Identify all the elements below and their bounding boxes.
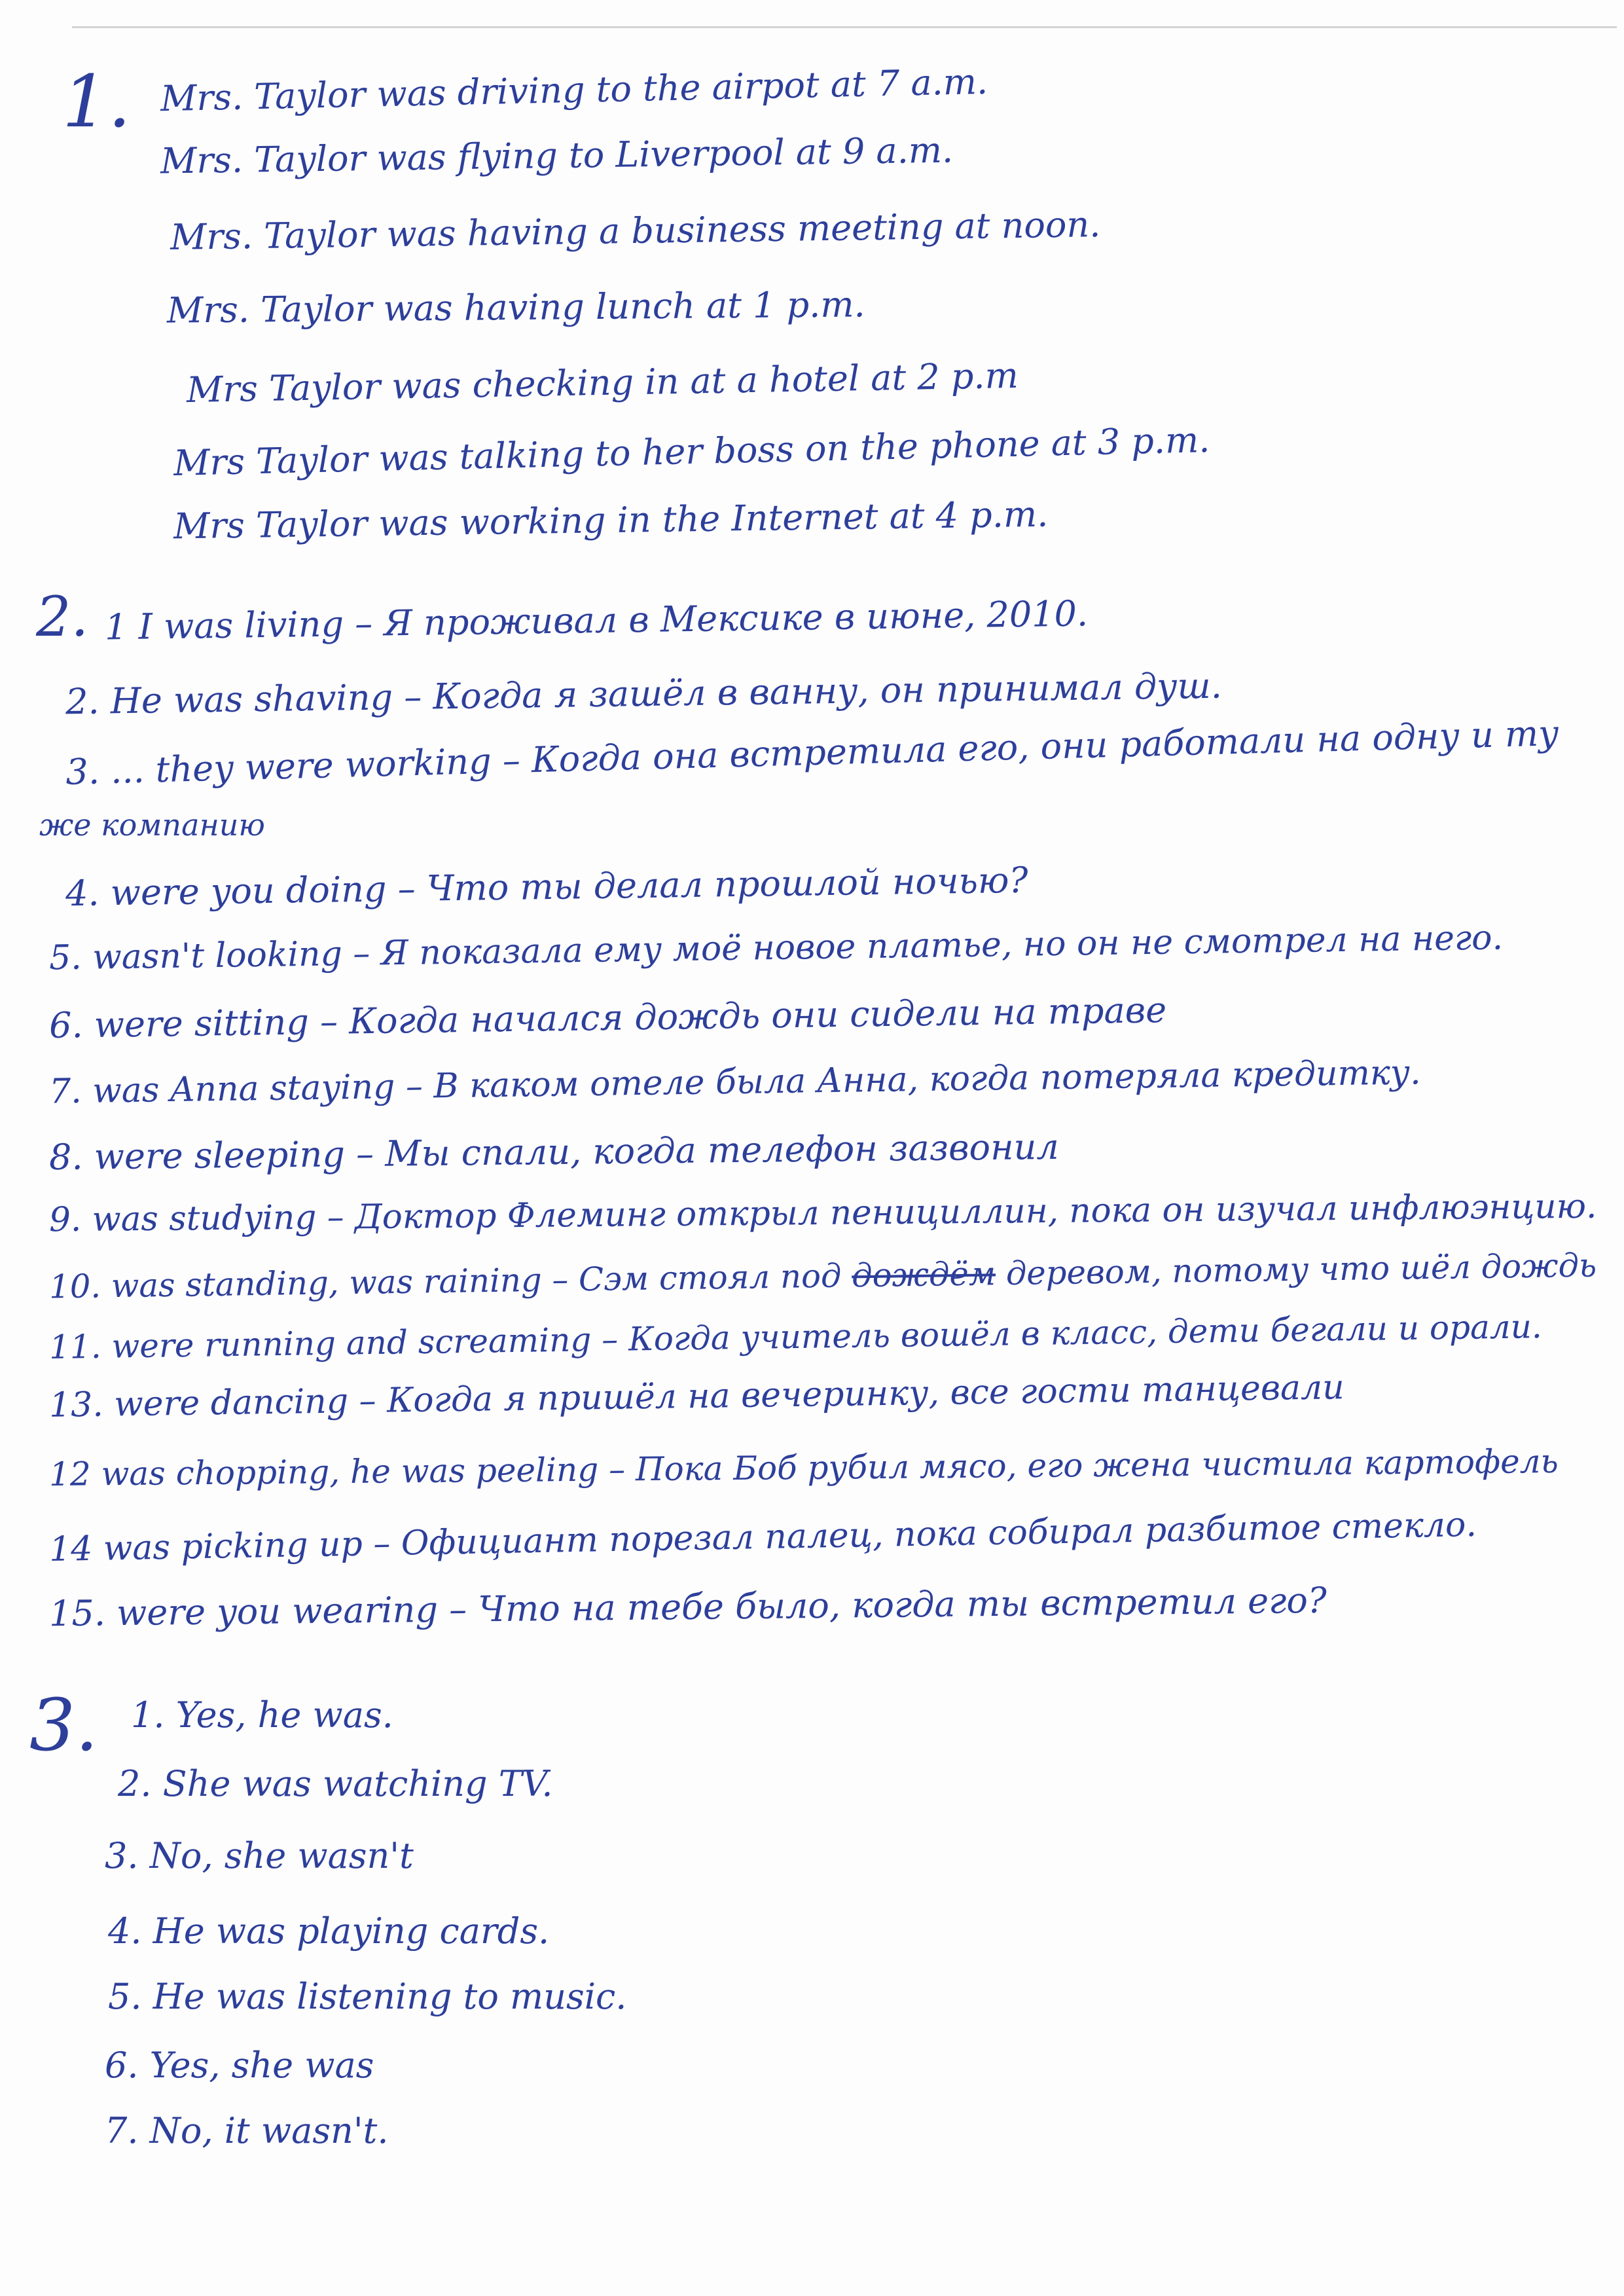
section-2-line-3-continued: же компанию [39,807,265,843]
section-1-number: 1. [62,60,131,143]
section-3-line-6: 6. Yes, she was [105,2045,374,2086]
section-3-number: 3. [29,1683,98,1767]
section-2-line-1: 1 I was living – Я проживал в Мексике в июне, 2010. [104,592,1089,648]
section-2-line-13: 13. were dancing – Когда я пришёл на вечеринку, все гости танцевали [48,1368,1345,1425]
section-1-line-6: Mrs Taylor was talking to her boss on the phone at 3 p.m. [173,419,1210,484]
section-2-number: 2. [36,585,89,649]
section-1-line-7: Mrs Taylor was working in the Internet at 4 p.m. [173,493,1049,547]
section-3-line-7: 7. No, it wasn't. [105,2110,389,2151]
section-3-line-5: 5. He was listening to music. [108,1976,627,2017]
section-3-line-2: 2. She was watching TV. [118,1763,553,1804]
section-2-line-15: 15. were you wearing – Что на тебе было, когда ты встретил его? [48,1579,1327,1635]
section-2-line-10-ending: деревом, потому что шёл дождь [1005,1246,1597,1293]
section-3-line-4: 4. He was playing cards. [108,1910,550,1952]
section-1-line-2: Mrs. Taylor was flying to Liverpool at 9 a.m. [160,129,954,182]
section-2-line-6: 6. were sitting – Когда начался дождь они сидели на траве [48,989,1167,1046]
section-3-line-3: 3. No, she wasn't [105,1835,414,1876]
section-1-line-4: Mrs. Taylor was having lunch at 1 p.m. [166,283,865,331]
section-2-line-5: 5. wasn't looking – Я показала ему моё новое платье, но он не смотрел на него. [48,918,1504,978]
section-2-line-14: 14 was picking up – Официант порезал палец, пока собирал разбитое стекло. [48,1504,1477,1570]
top-divider [72,26,1617,28]
section-2-line-10 [49,1247,1597,1305]
section-3-line-1: 1. Yes, he was. [131,1694,393,1736]
section-2-line-8: 8. were sleeping – Мы спали, когда телефон зазвонил [48,1125,1060,1178]
section-2-line-10-text: 10. was standing, was raining – Сэм стоял под [48,1256,842,1306]
section-2-line-9: 9. was studying – Доктор Флеминг открыл пенициллин, пока он изучал инфлюэнцию. [48,1186,1597,1240]
crossed-out-word: дождём [851,1254,996,1295]
section-1-line-1: Mrs. Taylor was driving to the airpot at 7 a.m. [160,60,988,120]
section-1-line-3: Mrs. Taylor was having a business meeting at noon. [170,204,1101,258]
section-2-line-4: 4. were you doing – Что ты делал прошлой ночью? [65,859,1028,915]
section-2-line-11: 11. were running and screaming – Когда учитель вошёл в класс, дети бегали и орали. [48,1307,1543,1366]
section-1-line-5: Mrs Taylor was checking in at a hotel at 2 p.m [186,354,1019,411]
section-2-line-12: 12 was chopping, he was peeling – Пока Боб рубил мясо, его жена чистила картофель [48,1442,1559,1494]
section-2-line-2: 2. He was shaving – Когда я зашёл в ванну, он принимал душ. [65,665,1223,723]
section-2-line-7: 7. was Anna staying – В каком отеле была Анна, когда потеряла кредитку. [48,1053,1421,1112]
section-2-line-3: 3. ... they were working – Когда она встретила его, они работали на одну и ту [65,712,1560,793]
